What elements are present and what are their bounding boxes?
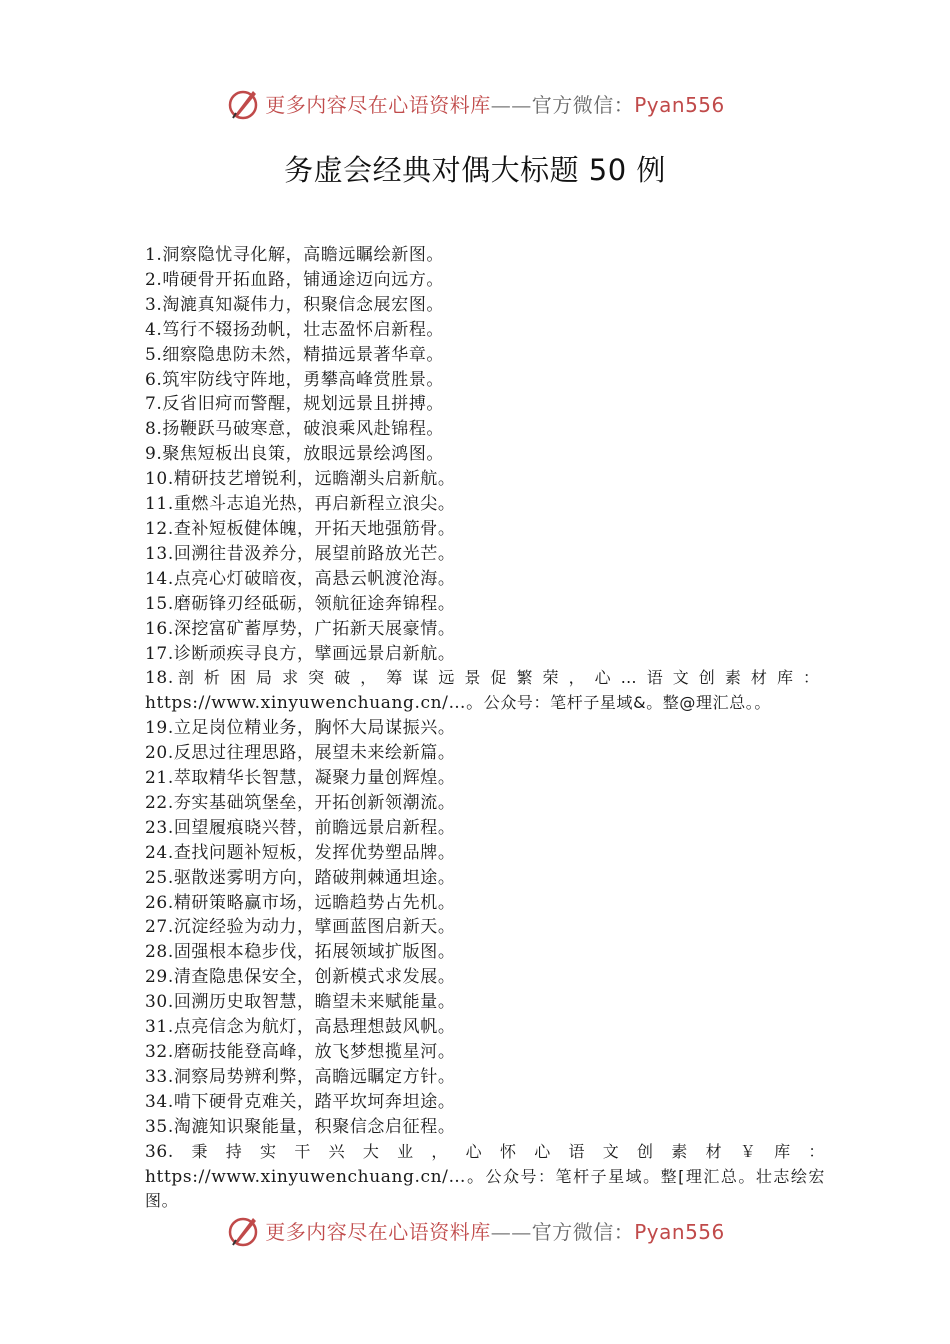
list-item: 14.点亮心灯破暗夜，高悬云帆渡沧海。 xyxy=(145,568,456,589)
quill-pen-icon xyxy=(225,85,261,121)
list-item: 28.固强根本稳步伐，拓展领域扩版图。 xyxy=(145,942,456,963)
quill-pen-icon xyxy=(225,1212,261,1248)
list-item: 13.回溯往昔汲养分，展望前路放光芒。 xyxy=(145,543,456,564)
list-item: 29.清查隐患保安全，创新模式求发展。 xyxy=(145,967,456,988)
list-item: 35.淘漉知识聚能量，积聚信念启征程。 xyxy=(145,1116,456,1137)
list-item: 23.回望履痕晓兴替，前瞻远景启新程。 xyxy=(145,817,456,838)
item-url: https://www.xinyuwenchuang.cn/…。 xyxy=(145,693,484,714)
title-list xyxy=(145,243,825,1214)
list-item: 31.点亮信念为航灯，高悬理想鼓风帆。 xyxy=(145,1017,456,1038)
list-item: 9.聚焦短板出良策，放眼远景绘鸿图。 xyxy=(145,444,445,465)
list-item: 2.啃硬骨开拓血路，铺通途迈向远方。 xyxy=(145,269,445,290)
item-tail: 公众号：笔杆子星域。整[理汇总。壮志绘宏图。 xyxy=(145,1166,825,1211)
list-item: 17.诊断顽疾寻良方，擘画远景启新航。 xyxy=(145,643,456,664)
page-title: 务虚会经典对偶大标题 50 例 xyxy=(284,153,666,187)
list-item: 25.驱散迷雾明方向，踏破荆棘通坦途。 xyxy=(145,867,456,888)
list-item: 19.立足岗位精业务，胸怀大局谋振兴。 xyxy=(145,718,456,739)
list-item: 11.重燃斗志追光热，再启新程立浪尖。 xyxy=(145,494,456,515)
list-item: 10.精研技艺增锐利，远瞻潮头启新航。 xyxy=(145,469,456,490)
list-item: 5.细察隐患防未然，精描远景著华章。 xyxy=(145,344,445,365)
footer-banner xyxy=(0,1210,950,1250)
header-text: 更多内容尽在心语资料库——官方微信：Pyan556 xyxy=(265,92,725,117)
list-item: 33.洞察局势辨利弊，高瞻远瞩定方针。 xyxy=(145,1066,456,1087)
item-tail: 公众号：笔杆子星域&。整@理汇总。。 xyxy=(483,693,771,713)
item-text: 秉持实干兴大业，心怀心语文创素材￥库： xyxy=(173,1141,825,1161)
list-item: 12.查补短板健体魄，开拓天地强筋骨。 xyxy=(145,518,456,539)
item-number: 18. xyxy=(145,668,174,689)
footer-text: 更多内容尽在心语资料库——官方微信：Pyan556 xyxy=(265,1219,725,1244)
list-item: 1.洞察隐忧寻化解，高瞻远瞩绘新图。 xyxy=(145,245,445,265)
list-item: 26.精研策略赢市场，远瞻趋势占先机。 xyxy=(145,892,456,913)
list-item: 3.淘漉真知凝伟力，积聚信念展宏图。 xyxy=(145,294,445,315)
list-item: 34.啃下硬骨克难关，踏平坎坷奔坦途。 xyxy=(145,1091,456,1112)
list-item: 30.回溯历史取智慧，瞻望未来赋能量。 xyxy=(145,992,456,1013)
list-item: 21.萃取精华长智慧，凝聚力量创辉煌。 xyxy=(145,768,456,789)
list-item: 7.反省旧疴而警醒，规划远景且拼搏。 xyxy=(145,394,445,415)
list-item: 16.深挖富矿蓄厚势，广拓新天展豪情。 xyxy=(145,618,456,639)
item-url: https://www.xinyuwenchuang.cn/…。 xyxy=(145,1166,486,1187)
list-item: 8.扬鞭跃马破寒意，破浪乘风赴锦程。 xyxy=(145,419,445,440)
list-item: 22.夯实基础筑堡垒，开拓创新领潮流。 xyxy=(145,792,456,813)
list-item: 27.沉淀经验为动力，擘画蓝图启新天。 xyxy=(145,917,456,938)
list-item: 24.查找问题补短板，发挥优势塑品牌。 xyxy=(145,842,456,863)
list-item: 20.反思过往理思路，展望未来绘新篇。 xyxy=(145,743,456,764)
list-item-18 xyxy=(145,666,825,716)
list-item-36 xyxy=(145,1140,825,1215)
list-item: 32.磨砺技能登高峰，放飞梦想揽星河。 xyxy=(145,1042,456,1062)
list-item: 15.磨砺锋刃经砥砺，领航征途奔锦程。 xyxy=(145,593,456,614)
header-banner xyxy=(0,83,950,123)
list-item: 6.筑牢防线守阵地，勇攀高峰赏胜景。 xyxy=(145,369,445,390)
list-item: 4.笃行不辍扬劲帆，壮志盈怀启新程。 xyxy=(145,319,445,340)
item-text: 剖析困局求突破，筹谋远景促繁荣，心…语文创素材库： xyxy=(173,668,825,688)
item-number: 36. xyxy=(145,1141,174,1162)
